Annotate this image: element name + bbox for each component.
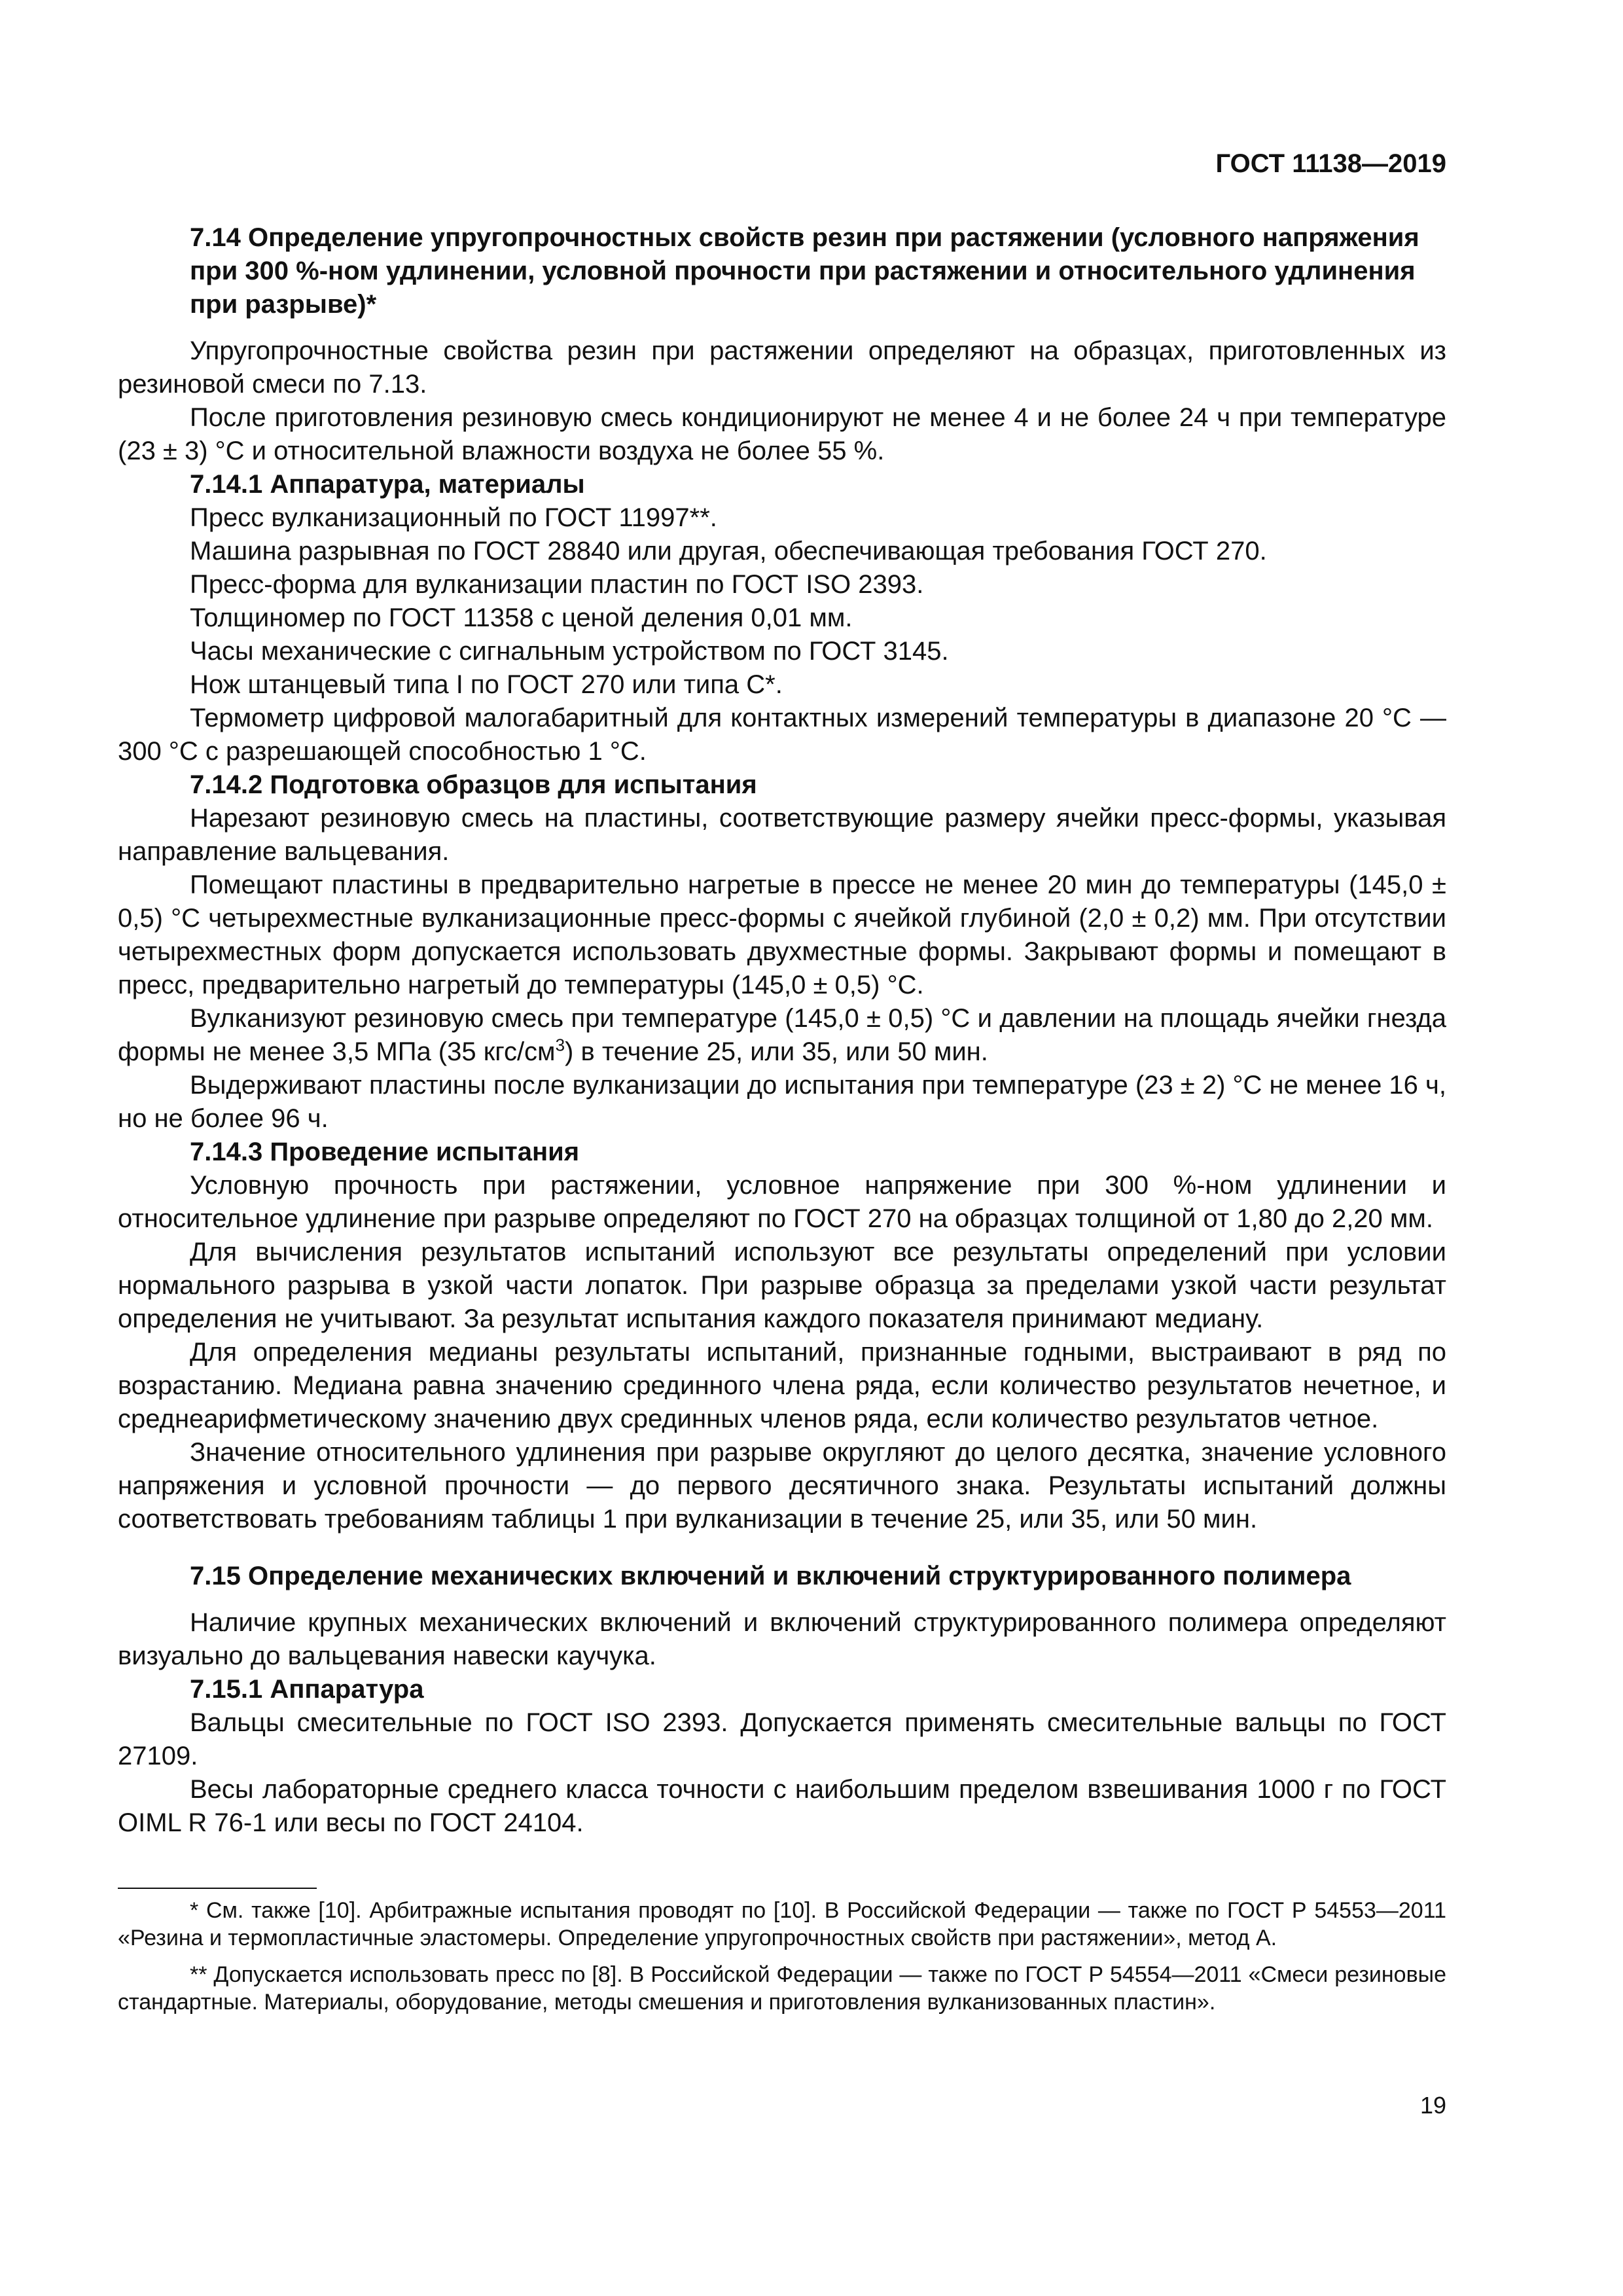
section-7-14-3-paragraph-3: Для определения медианы результаты испытаний, признанные годными, выстраивают в ряд по возрастанию. Медиана равна значению срединного члена ряда, если количество результатов нечетное, и среднеарифметическому значению двух срединных членов ряда, если количество результатов четное. — [118, 1338, 1446, 1433]
equipment-item-die-cutter: Нож штанцевый типа I по ГОСТ 270 или типа С*. — [190, 670, 783, 699]
section-7-14-3-paragraph-4: Значение относительного удлинения при разрыве округляют до целого десятка, значение условного напряжения и условной прочности — до первого десятичного знака. Результаты испытаний должны соответствовать требованиям таблицы 1 при вулканизации в течение 25, или 35, или 50 мин. — [118, 1438, 1446, 1534]
section-7-14-2-paragraph-4: Выдерживают пластины после вулканизации до испытания при температуре (23 ± 2) °С не менее 16 ч, но не более 96 ч. — [118, 1071, 1446, 1133]
section-7-14-2-paragraph-3 — [118, 1002, 1446, 1069]
footnote-1: * См. также [10]. Арбитражные испытания проводят по [10]. В Российской Федерации — также по ГОСТ Р 54553—2011 «Резина и термопластичные эластомеры. Определение упругопрочностных свойств при растяжении», метод А. — [118, 1898, 1446, 1950]
section-7-14-1-heading: 7.14.1 Аппаратура, материалы — [190, 470, 585, 499]
section-7-14-2-paragraph-2: Помещают пластины в предварительно нагретые в прессе не менее 20 мин до температуры (145,0 ± 0,5) °С четырехместные вулканизационные пресс-формы с ячейкой глубиной (2,0 ± 0,2) мм. При отсутствии четырехместных форм допускается использовать двухместные формы. Закрывают формы и помещают в пресс, предварительно нагретый до температуры (145,0 ± 0,5) °С. — [118, 870, 1446, 999]
section-7-14-2-paragraph-1: Нарезают резиновую смесь на пластины, соответствующие размеру ячейки пресс-формы, указывая направление вальцевания. — [118, 804, 1446, 866]
cubic-superscript: 3 — [555, 1035, 565, 1055]
main-content — [118, 221, 1446, 1840]
vulcanize-text-end: ) в течение 25, или 35, или 50 мин. — [565, 1037, 988, 1066]
vulcanize-text-start: Вулканизуют резиновую смесь при температуре (145,0 ± 0,5) °С и давлении на площадь ячейки гнезда формы не менее 3,5 МПа (35 кгс/см — [118, 1004, 1446, 1066]
footnote-2: ** Допускается использовать пресс по [8]. В Российской Федерации — также по ГОСТ Р 54554—2011 «Смеси резиновые стандартные. Материалы, оборудование, методы смешения и приготовления вулканизованных пластин». — [118, 1962, 1446, 2015]
equipment-item-timer: Часы механические с сигнальным устройством по ГОСТ 3145. — [190, 637, 949, 666]
equipment-item-thickness-gauge: Толщиномер по ГОСТ 11358 с ценой деления 0,01 мм. — [190, 603, 853, 632]
footnote-separator — [118, 1888, 317, 1889]
section-7-14-3-heading: 7.14.3 Проведение испытания — [190, 1138, 580, 1166]
document-header-id: ГОСТ 11138—2019 — [1215, 149, 1446, 178]
footnotes — [118, 1897, 1446, 2025]
equipment-item-tensile-machine: Машина разрывная по ГОСТ 28840 или другая, обеспечивающая требования ГОСТ 270. — [190, 537, 1267, 565]
equipment-item-mold: Пресс-форма для вулканизации пластин по ГОСТ ISO 2393. — [190, 570, 924, 599]
section-7-14-3-paragraph-2: Для вычисления результатов испытаний используют все результаты определений при условии нормального разрыва в узкой части лопаток. При разрыве образца за пределами узкой части результат определения не учитывают. За результат испытания каждого показателя принимают медиану. — [118, 1238, 1446, 1333]
section-7-14-heading: 7.14 Определение упругопрочностных свойств резин при растяжении (условного напряжения при 300 %-ном удлинении, условной прочности при растяжении и относительного удлинения при разрыве)* — [190, 223, 1419, 319]
page-number: 19 — [1419, 2092, 1446, 2119]
section-7-15-heading: 7.15 Определение механических включений и включений структурированного полимера — [190, 1562, 1351, 1590]
equipment-item-press: Пресс вулканизационный по ГОСТ 11997**. — [190, 503, 717, 532]
section-7-14-paragraph-1: Упругопрочностные свойства резин при растяжении определяют на образцах, приготовленных из резиновой смеси по 7.13. — [118, 336, 1446, 399]
section-7-14-3-paragraph-1: Условную прочность при растяжении, условное напряжение при 300 %-ном удлинении и относительное удлинение при разрыве определяют по ГОСТ 270 на образцах толщиной от 1,80 до 2,20 мм. — [118, 1171, 1446, 1233]
section-7-15-1-heading: 7.15.1 Аппаратура — [190, 1675, 424, 1704]
section-7-15-paragraph-1: Наличие крупных механических включений и включений структурированного полимера определяют визуально до вальцевания навески каучука. — [118, 1608, 1446, 1670]
section-7-15-1-paragraph-1: Вальцы смесительные по ГОСТ ISO 2393. Допускается применять смесительные вальцы по ГОСТ 27109. — [118, 1708, 1446, 1770]
equipment-item-thermometer: Термометр цифровой малогабаритный для контактных измерений температуры в диапазоне 20 °С — 300 °С с разрешающей способностью 1 °С. — [118, 704, 1446, 766]
section-7-15-1-paragraph-2: Весы лабораторные среднего класса точности с наибольшим пределом взвешивания 1000 г по ГОСТ OIML R 76-1 или весы по ГОСТ 24104. — [118, 1775, 1446, 1837]
section-7-14-2-heading: 7.14.2 Подготовка образцов для испытания — [190, 770, 757, 799]
section-7-14-paragraph-2: После приготовления резиновую смесь кондиционируют не менее 4 и не более 24 ч при температуре (23 ± 3) °С и относительной влажности воздуха не более 55 %. — [118, 403, 1446, 465]
